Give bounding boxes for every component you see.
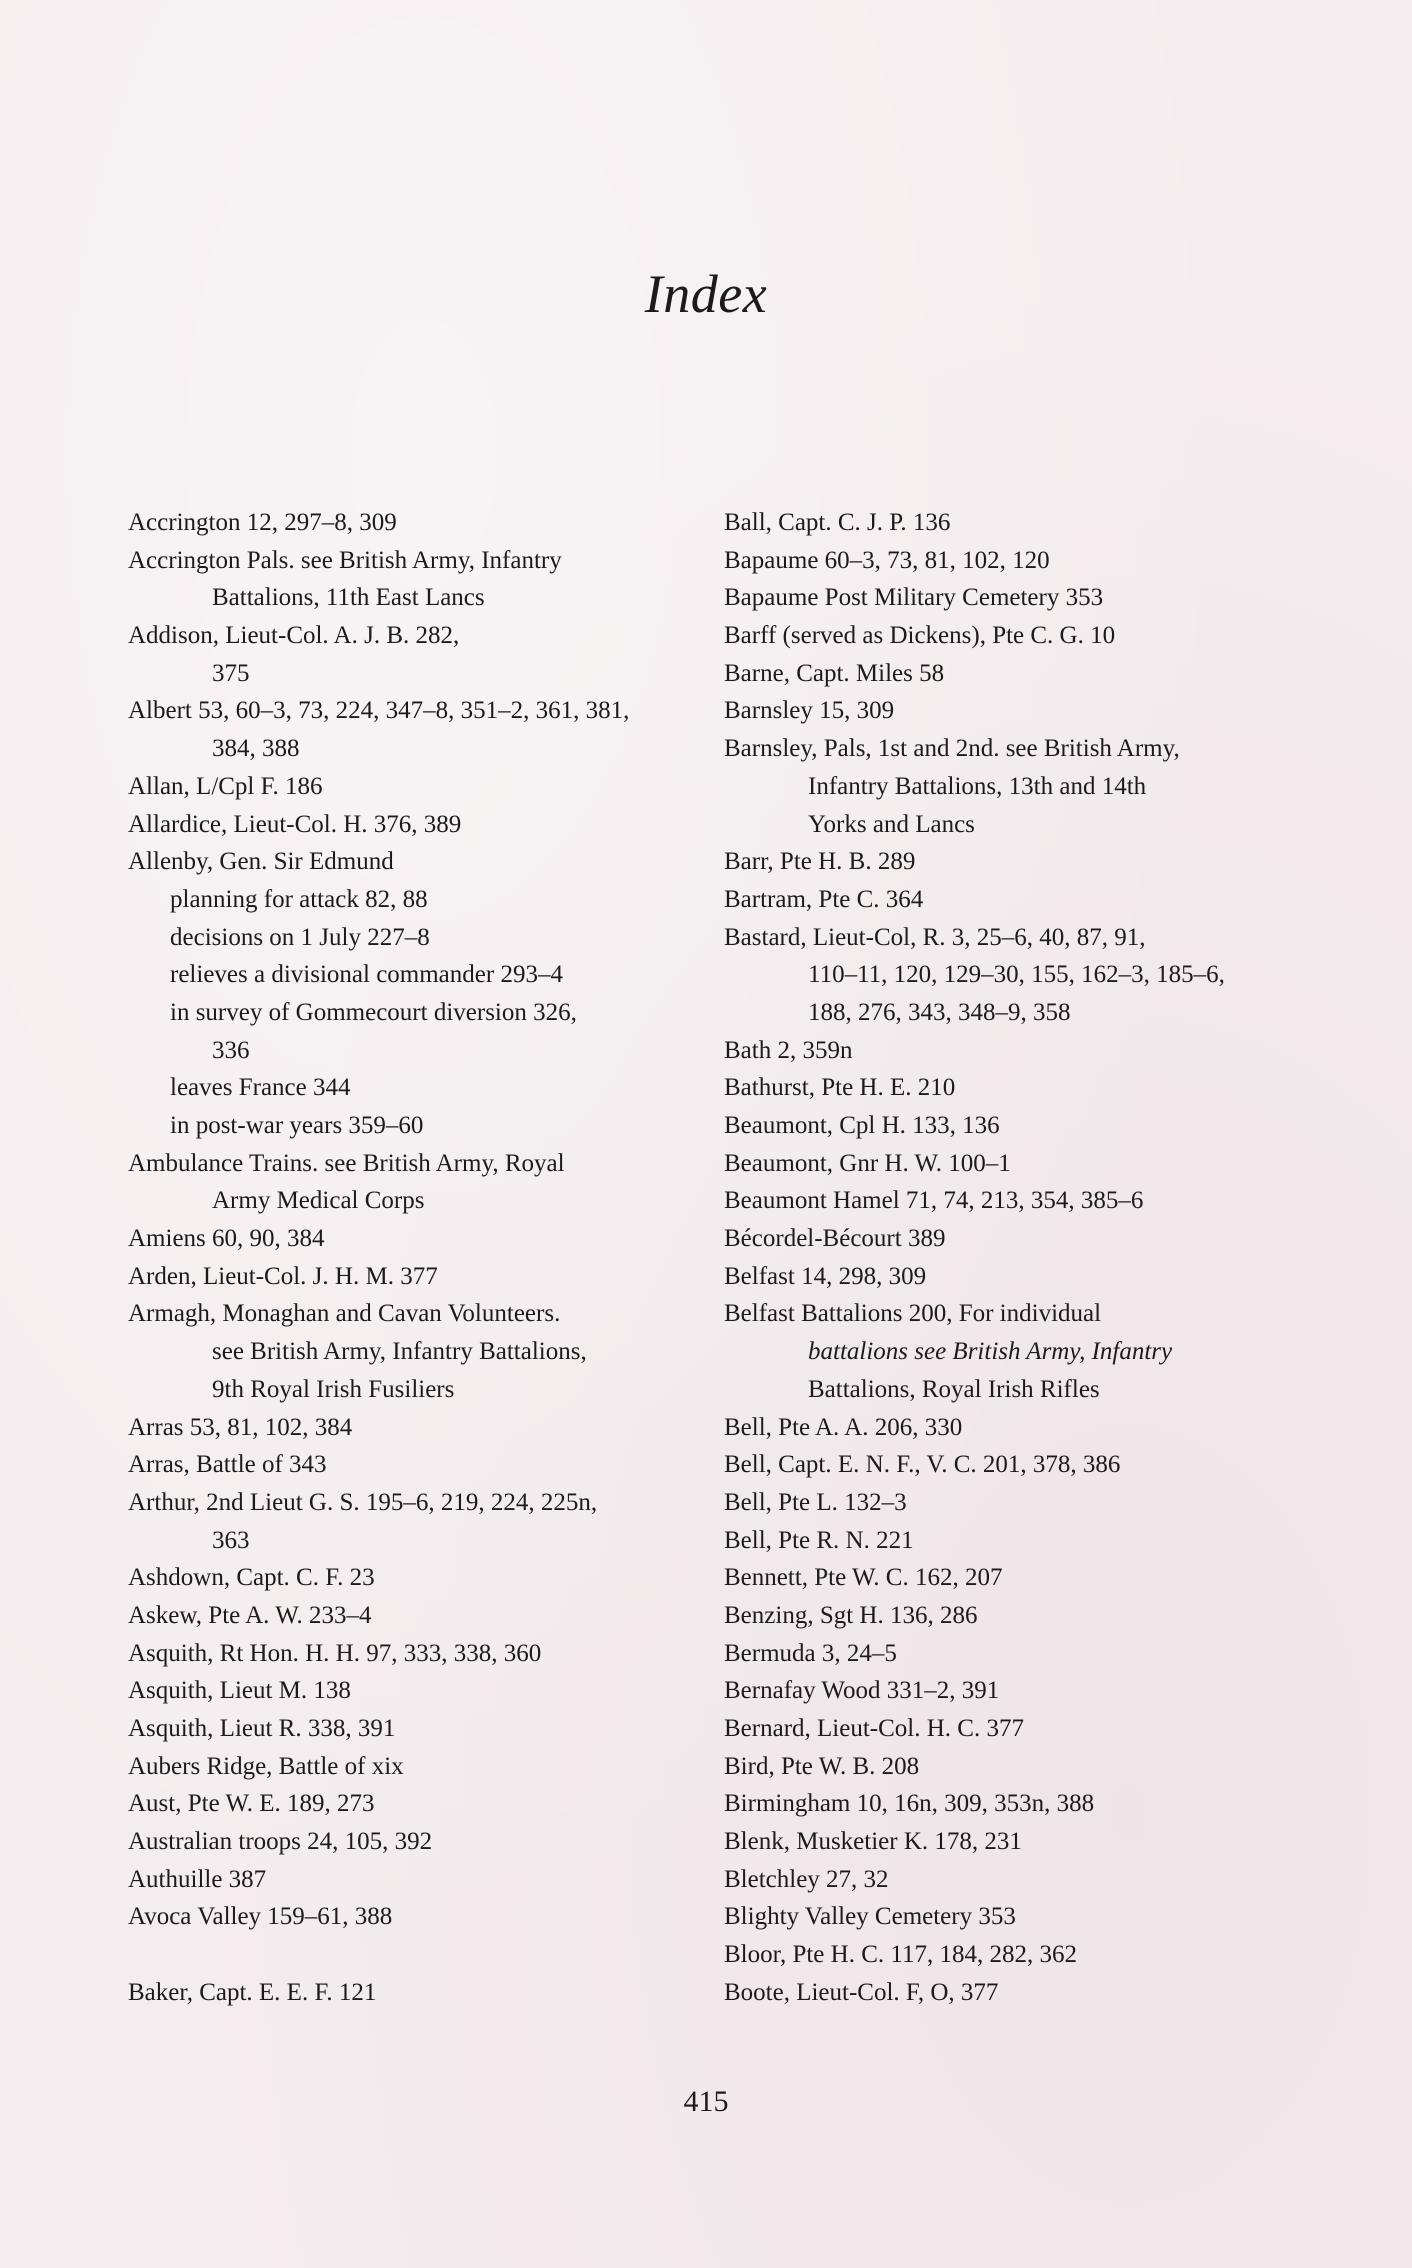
index-column-right: [724, 504, 1314, 2012]
index-entry: Bird, Pte W. B. 208: [724, 1752, 920, 1780]
index-entry: Bell, Pte R. N. 221: [724, 1526, 914, 1554]
index-entry: Beaumont Hamel 71, 74, 213, 354, 385–6: [724, 1187, 1144, 1215]
index-entry: Amiens 60, 90, 384: [128, 1225, 325, 1253]
index-entry: Barnsley, Pals, 1st and 2nd. see British Army,: [724, 735, 1180, 763]
index-entry-continuation: Army Medical Corps: [212, 1187, 425, 1215]
index-subentry: in post-war years 359–60: [170, 1112, 424, 1139]
index-entry: Accrington Pals. see British Army, Infantry: [128, 546, 562, 574]
index-entry-continuation: 110–11, 120, 129–30, 155, 162–3, 185–6,: [808, 961, 1225, 989]
index-entry: Askew, Pte A. W. 233–4: [128, 1601, 372, 1629]
index-entry: Ambulance Trains. see British Army, Royal: [128, 1149, 565, 1177]
index-entry-continuation: battalions see British Army, Infantry: [808, 1338, 1173, 1366]
page-heading: Index: [644, 264, 768, 324]
index-entry: Asquith, Lieut R. 338, 391: [128, 1715, 396, 1742]
index-entry: Birmingham 10, 16n, 309, 353n, 388: [724, 1790, 1095, 1818]
index-entry: Bastard, Lieut-Col, R. 3, 25–6, 40, 87, 91,: [724, 923, 1146, 951]
index-entry: Aust, Pte W. E. 189, 273: [128, 1790, 375, 1818]
index-entry: Barnsley 15, 309: [724, 697, 895, 725]
index-entry-continuation: Yorks and Lancs: [808, 810, 975, 838]
index-entry: Bath 2, 359n: [724, 1036, 853, 1064]
index-entry-continuation: see British Army, Infantry Battalions,: [212, 1338, 587, 1366]
index-entry-continuation: Infantry Battalions, 13th and 14th: [808, 772, 1147, 800]
index-subentry: leaves France 344: [170, 1074, 351, 1102]
index-entry: Bartram, Pte C. 364: [724, 885, 924, 913]
index-entry: Bécordel-Bécourt 389: [724, 1225, 946, 1253]
index-entry: Ball, Capt. C. J. P. 136: [724, 509, 951, 536]
index-entry-continuation: Battalions, 11th East Lancs: [212, 584, 485, 612]
index-entry: Arden, Lieut-Col. J. H. M. 377: [128, 1262, 438, 1290]
index-entry: Allardice, Lieut-Col. H. 376, 389: [128, 810, 462, 838]
index-entry: Boote, Lieut-Col. F, O, 377: [724, 1978, 999, 2006]
index-subentry: planning for attack 82, 88: [170, 885, 428, 913]
index-entry: Barne, Capt. Miles 58: [724, 659, 945, 687]
index-entry: Arras, Battle of 343: [128, 1451, 327, 1479]
index-subentry: relieves a divisional commander 293–4: [170, 961, 563, 989]
index-entry: Aubers Ridge, Battle of xix: [128, 1752, 404, 1780]
index-entry: Bernafay Wood 331–2, 391: [724, 1677, 1000, 1705]
page-number: 415: [683, 2085, 729, 2118]
index-subentry: decisions on 1 July 227–8: [170, 923, 430, 951]
index-entry: Allan, L/Cpl F. 186: [128, 772, 323, 800]
index-entry: Authuille 387: [128, 1865, 267, 1893]
index-entry: Bapaume 60–3, 73, 81, 102, 120: [724, 546, 1050, 574]
index-entry: Bletchley 27, 32: [724, 1865, 889, 1893]
index-subentry-continuation: 336: [212, 1036, 250, 1064]
index-entry: Albert 53, 60–3, 73, 224, 347–8, 351–2, 361, 381,: [128, 697, 630, 725]
index-entry: Armagh, Monaghan and Cavan Volunteers.: [128, 1300, 561, 1328]
index-entry-continuation: 188, 276, 343, 348–9, 358: [808, 998, 1071, 1026]
index-entry: Bell, Capt. E. N. F., V. C. 201, 378, 386: [724, 1451, 1121, 1479]
index-entry: Asquith, Rt Hon. H. H. 97, 333, 338, 360: [128, 1639, 542, 1667]
index-entry: Beaumont, Gnr H. W. 100–1: [724, 1149, 1011, 1177]
index-entry: Bloor, Pte H. C. 117, 184, 282, 362: [724, 1941, 1077, 1969]
index-entry-continuation: 375: [212, 659, 250, 687]
index-entry: Bermuda 3, 24–5: [724, 1639, 897, 1667]
index-entry: Bennett, Pte W. C. 162, 207: [724, 1564, 1003, 1592]
index-entry: Ashdown, Capt. C. F. 23: [128, 1564, 375, 1592]
index-entry: Beaumont, Cpl H. 133, 136: [724, 1112, 1000, 1139]
letter-group-gap: [128, 1936, 688, 1974]
index-entry: Asquith, Lieut M. 138: [128, 1677, 351, 1705]
index-entry: Benzing, Sgt H. 136, 286: [724, 1601, 978, 1629]
index-entry: Allenby, Gen. Sir Edmund: [128, 848, 394, 876]
index-entry: Blighty Valley Cemetery 353: [724, 1903, 1016, 1931]
index-entry: Arras 53, 81, 102, 384: [128, 1413, 353, 1441]
index-entry: Blenk, Musketier K. 178, 231: [724, 1828, 1022, 1856]
index-entry: Accrington 12, 297–8, 309: [128, 509, 397, 536]
index-entry: Bathurst, Pte H. E. 210: [724, 1074, 956, 1102]
index-entry: Bapaume Post Military Cemetery 353: [724, 584, 1104, 612]
index-entry: Baker, Capt. E. E. F. 121: [128, 1978, 377, 2006]
index-entry: Addison, Lieut-Col. A. J. B. 282,: [128, 622, 460, 650]
index-entry: Barr, Pte H. B. 289: [724, 848, 916, 876]
index-column-left: [128, 504, 688, 2012]
index-entry-continuation: Battalions, Royal Irish Rifles: [808, 1375, 1100, 1403]
index-subentry: in survey of Gommecourt diversion 326,: [170, 998, 577, 1026]
index-entry: Bell, Pte A. A. 206, 330: [724, 1413, 963, 1441]
index-entry-continuation: 9th Royal Irish Fusiliers: [212, 1375, 455, 1403]
index-entry-continuation: 384, 388: [212, 735, 300, 763]
index-entry: Arthur, 2nd Lieut G. S. 195–6, 219, 224, 225n,: [128, 1488, 598, 1516]
index-entry: Bernard, Lieut-Col. H. C. 377: [724, 1715, 1024, 1742]
index-entry: Belfast 14, 298, 309: [724, 1262, 927, 1290]
index-entry: Belfast Battalions 200, For individual: [724, 1300, 1102, 1328]
index-entry-continuation: 363: [212, 1526, 250, 1554]
index-entry: Bell, Pte L. 132–3: [724, 1488, 907, 1516]
index-entry: Avoca Valley 159–61, 388: [128, 1903, 393, 1931]
index-entry: Australian troops 24, 105, 392: [128, 1828, 433, 1856]
index-entry: Barff (served as Dickens), Pte C. G. 10: [724, 622, 1116, 650]
